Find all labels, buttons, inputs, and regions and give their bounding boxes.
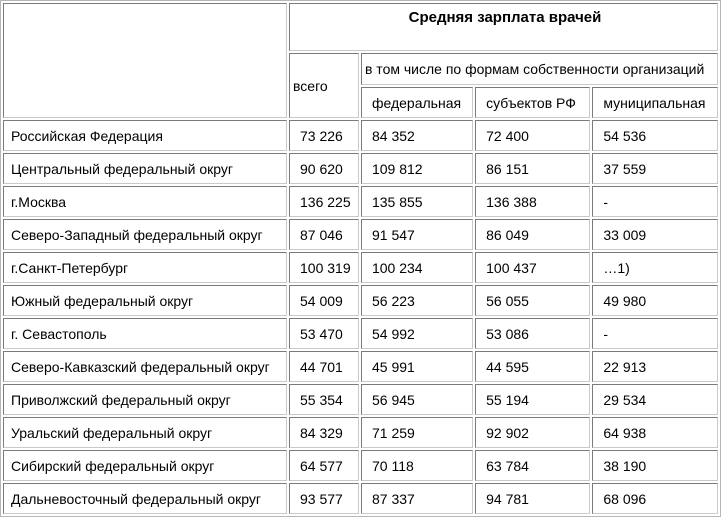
- municipal-cell: 37 559: [592, 153, 718, 184]
- municipal-cell: -: [592, 186, 718, 217]
- federal-cell: 109 812: [361, 153, 473, 184]
- subject-cell: 92 902: [475, 417, 590, 448]
- region-cell: Приволжский федеральный округ: [3, 384, 287, 415]
- total-cell: 90 620: [289, 153, 359, 184]
- region-cell: Российская Федерация: [3, 120, 287, 151]
- table-row: [3, 120, 718, 151]
- subject-cell: 44 595: [475, 351, 590, 382]
- municipal-cell: -: [592, 318, 718, 349]
- total-cell: 54 009: [289, 285, 359, 316]
- table-row: [3, 318, 718, 349]
- federal-cell: 91 547: [361, 219, 473, 250]
- table-row: [3, 483, 718, 514]
- federal-cell: 135 855: [361, 186, 473, 217]
- header-municipal: муниципальная: [592, 87, 718, 118]
- table-row: [3, 252, 718, 283]
- region-cell: г.Санкт-Петербург: [3, 252, 287, 283]
- total-cell: 64 577: [289, 450, 359, 481]
- subject-cell: 56 055: [475, 285, 590, 316]
- municipal-cell: 29 534: [592, 384, 718, 415]
- total-cell: 87 046: [289, 219, 359, 250]
- header-ownership: в том числе по формам собственности организаций: [361, 53, 718, 85]
- municipal-cell: 49 980: [592, 285, 718, 316]
- municipal-cell: …1): [592, 252, 718, 283]
- table-row: [3, 450, 718, 481]
- region-cell: Уральский федеральный округ: [3, 417, 287, 448]
- subject-cell: 72 400: [475, 120, 590, 151]
- total-cell: 100 319: [289, 252, 359, 283]
- subject-cell: 63 784: [475, 450, 590, 481]
- subject-cell: 94 781: [475, 483, 590, 514]
- header-row-title: [3, 3, 718, 51]
- region-cell: Сибирский федеральный округ: [3, 450, 287, 481]
- table-row: [3, 219, 718, 250]
- municipal-cell: 33 009: [592, 219, 718, 250]
- table-row: [3, 285, 718, 316]
- header-federal: федеральная: [361, 87, 473, 118]
- table-row: [3, 153, 718, 184]
- total-cell: 44 701: [289, 351, 359, 382]
- subject-cell: 136 388: [475, 186, 590, 217]
- municipal-cell: 38 190: [592, 450, 718, 481]
- municipal-cell: 64 938: [592, 417, 718, 448]
- region-cell: Северо-Западный федеральный округ: [3, 219, 287, 250]
- federal-cell: 100 234: [361, 252, 473, 283]
- total-cell: 53 470: [289, 318, 359, 349]
- federal-cell: 71 259: [361, 417, 473, 448]
- region-cell: Южный федеральный округ: [3, 285, 287, 316]
- region-cell: г. Севастополь: [3, 318, 287, 349]
- table-row: [3, 351, 718, 382]
- municipal-cell: 22 913: [592, 351, 718, 382]
- municipal-cell: 54 536: [592, 120, 718, 151]
- region-cell: Центральный федеральный округ: [3, 153, 287, 184]
- federal-cell: 87 337: [361, 483, 473, 514]
- total-cell: 93 577: [289, 483, 359, 514]
- region-cell: Дальневосточный федеральный округ: [3, 483, 287, 514]
- table-row: [3, 186, 718, 217]
- subject-cell: 53 086: [475, 318, 590, 349]
- subject-cell: 86 049: [475, 219, 590, 250]
- federal-cell: 45 991: [361, 351, 473, 382]
- header-total: всего: [289, 53, 359, 118]
- subject-cell: 86 151: [475, 153, 590, 184]
- federal-cell: 54 992: [361, 318, 473, 349]
- federal-cell: 70 118: [361, 450, 473, 481]
- total-cell: 73 226: [289, 120, 359, 151]
- table-title: Средняя зарплата врачей: [289, 3, 718, 51]
- header-corner-cell: [3, 3, 287, 118]
- federal-cell: 56 945: [361, 384, 473, 415]
- region-cell: г.Москва: [3, 186, 287, 217]
- header-subject: субъектов РФ: [475, 87, 590, 118]
- subject-cell: 55 194: [475, 384, 590, 415]
- federal-cell: 84 352: [361, 120, 473, 151]
- table-row: [3, 417, 718, 448]
- total-cell: 136 225: [289, 186, 359, 217]
- federal-cell: 56 223: [361, 285, 473, 316]
- table-row: [3, 384, 718, 415]
- region-cell: Северо-Кавказский федеральный округ: [3, 351, 287, 382]
- total-cell: 84 329: [289, 417, 359, 448]
- municipal-cell: 68 096: [592, 483, 718, 514]
- subject-cell: 100 437: [475, 252, 590, 283]
- total-cell: 55 354: [289, 384, 359, 415]
